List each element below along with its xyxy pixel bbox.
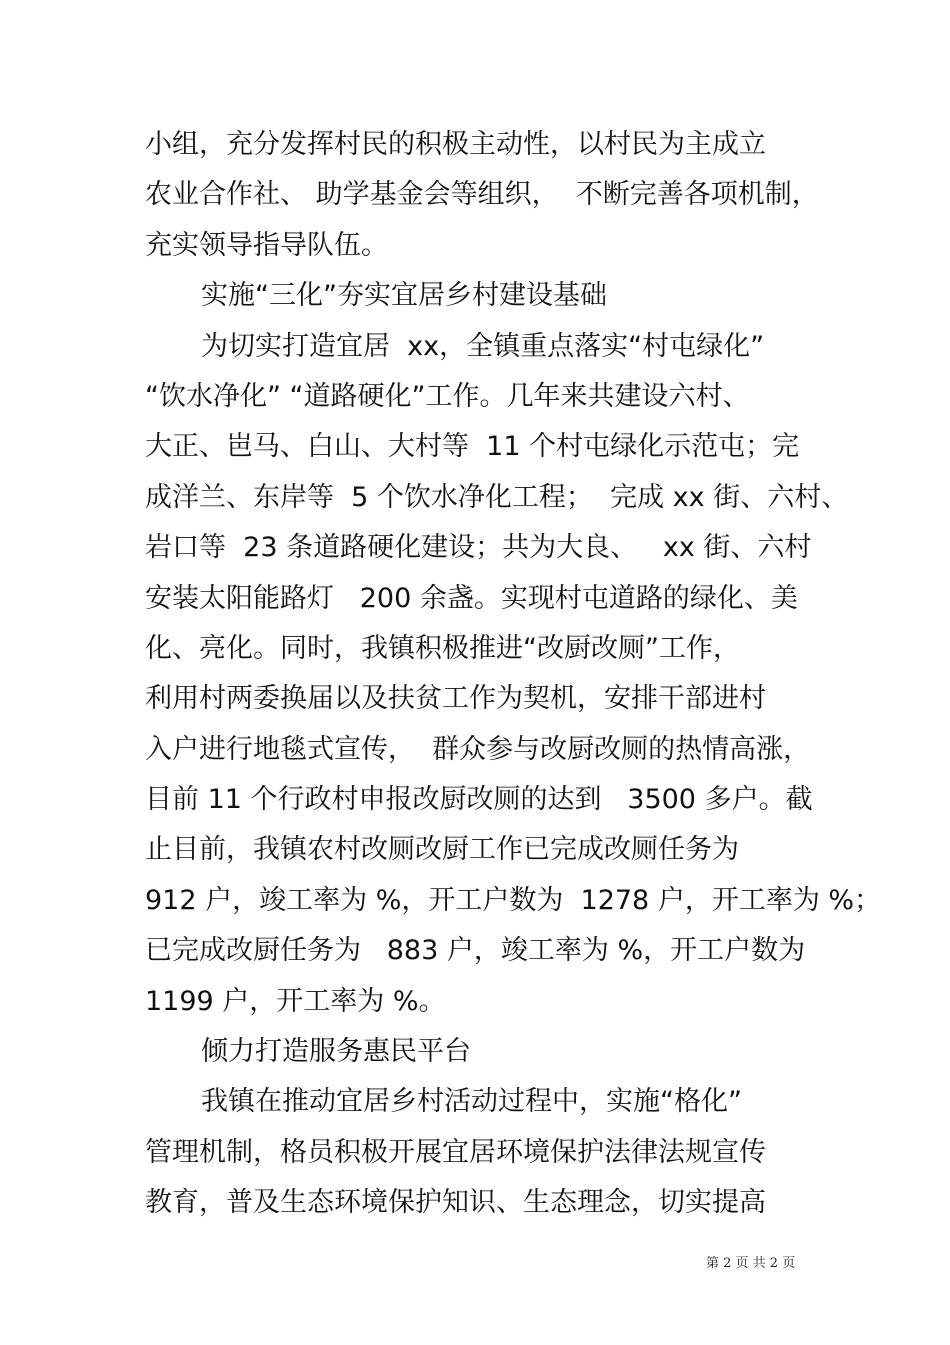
text-line: 止目前，我镇农村改厕改厨工作已完成改厕任务为 [145,834,739,866]
page-footer: 第 2 页 共 2 页 [706,1256,796,1271]
text-line: 入户进行地毯式宣传， 群众参与改厨改厕的热情高涨， [145,733,811,765]
text-line: 充实领导指导队伍。 [145,229,388,261]
section-heading: 实施“三化”夯实宜居乡村建设基础 [201,280,607,312]
section-heading: 倾力打造服务惠民平台 [201,1036,471,1068]
text-line: 化、亮化。同时，我镇积极推进“改厨改厕”工作， [145,632,740,664]
text-line: 利用村两委换届以及扶贫工作为契机，安排干部进村 [145,683,766,715]
text-line: 912 户，竣工率为 %，开工户数为 1278 户，开工率为 %； [145,884,882,916]
body-text [145,120,882,1229]
text-line: 安装太阳能路灯 200 余盏。实现村屯道路的绿化、美 [145,582,798,614]
text-line: 我镇在推动宜居乡村活动过程中，实施“格化” [201,1086,742,1118]
text-line: 为切实打造宜居 xx，全镇重点落实“村屯绿化” [201,330,765,362]
text-line: 1199 户，开工率为 %。 [145,985,446,1017]
text-line: 小组，充分发挥村民的积极主动性，以村民为主成立 [145,129,766,160]
text-line: 目前 11 个行政村申报改厨改厕的达到 3500 多户。截 [145,784,813,816]
text-line: 岩口等 23 条道路硬化建设；共为大良、 xx 街、六村 [145,532,812,564]
text-line: 已完成改厨任务为 883 户，竣工率为 %，开工户数为 [145,935,806,967]
text-line: 教育，普及生态环境保护知识、生态理念，切实提高 [145,1187,766,1219]
text-line: 成洋兰、东岸等 5 个饮水净化工程； 完成 xx 街、六村、 [145,481,849,513]
text-line: 管理机制，格员积极开展宜居环境保护法律法规宣传 [145,1136,766,1168]
text-line: “饮水净化” “道路硬化”工作。几年来共建设六村、 [145,380,750,412]
text-line: 大正、岜马、白山、大村等 11 个村屯绿化示范屯；完 [145,431,800,463]
text-line: 农业合作社、 助学基金会等组织， 不断完善各项机制， [145,179,819,211]
